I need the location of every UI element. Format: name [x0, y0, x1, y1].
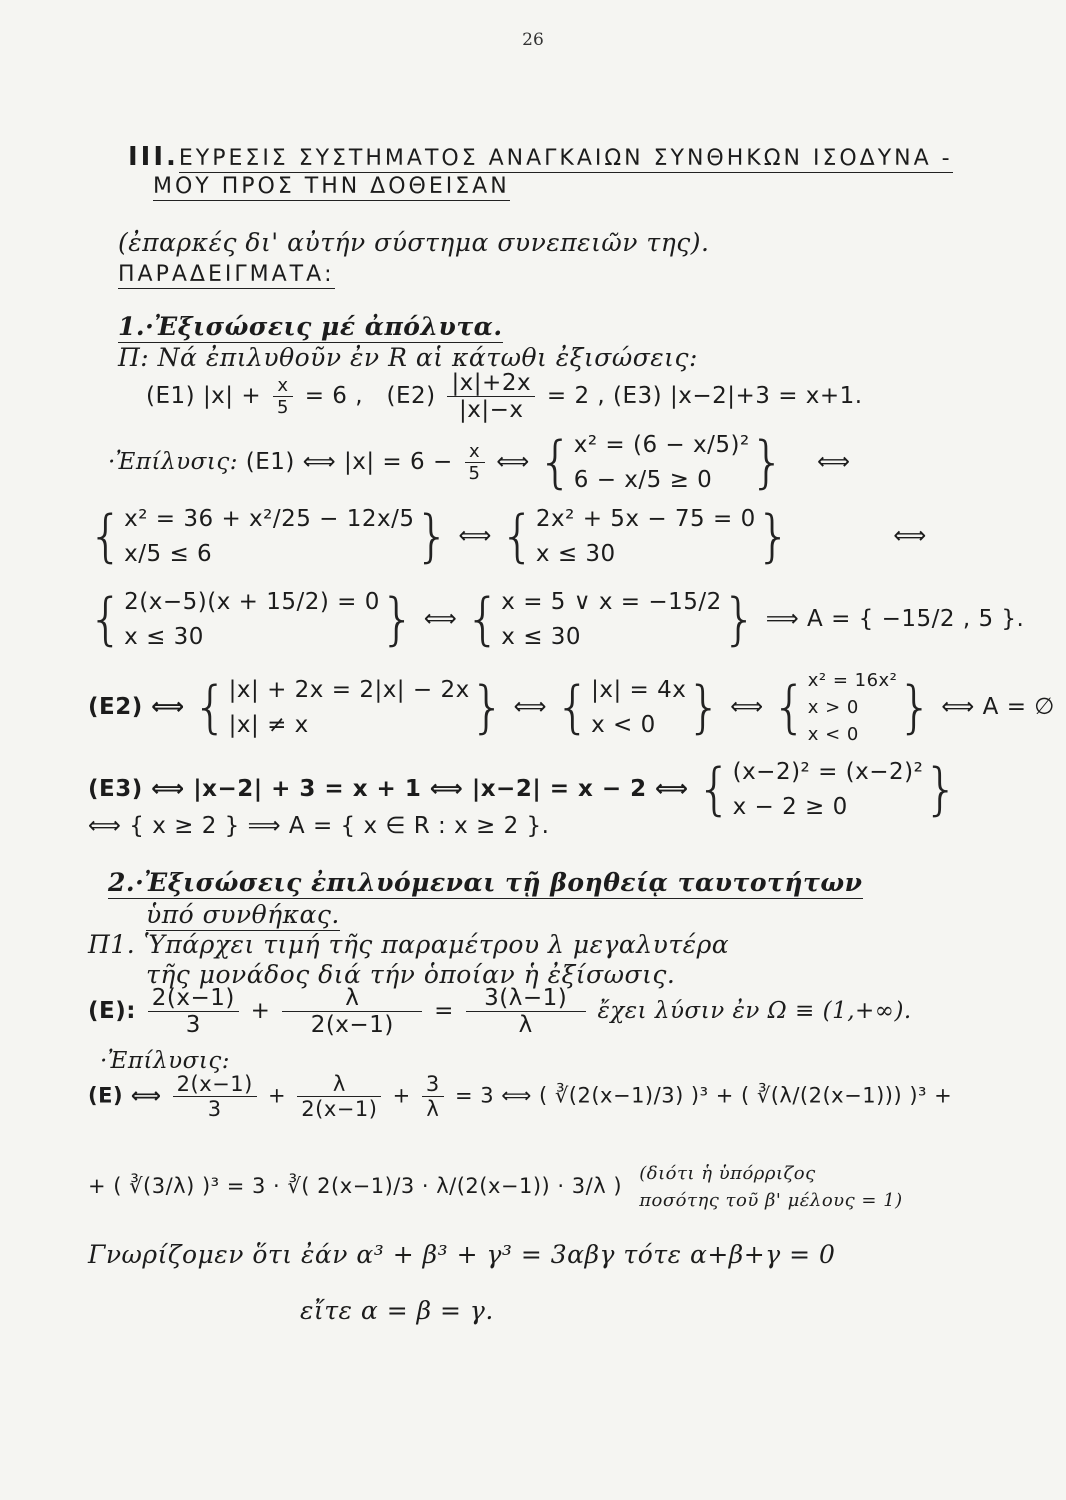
solution-e3: (Ε3) ⟺ |x−2| + 3 = x + 1 ⟺ |x−2| = x − 2 ⟺ { (x−2)² = (x−2)² x − 2 ≥ 0 } — [88, 756, 960, 822]
part2-title: 2.·Ἐξισώσεις ἐπιλυόμεναι τῇ βοηθείᾳ ταυτοτήτων — [108, 868, 863, 897]
solution-e2: (Ε2) ⟺ { |x| + 2x = 2|x| − 2x |x| ≠ x } ⟺ { |x| = 4x x < 0 } ⟺ { x² = 16x² x > 0 x < 0 } ⟺ A = ∅ — [88, 670, 1055, 745]
part2-solution-label: ·Ἐπίλυσις: — [100, 1048, 230, 1074]
section-title-line2: ΜΟΥ ΠΡΟΣ ΤΗΝ ΔΟΘΕΙΣΑΝ — [153, 174, 510, 199]
section-numeral: III. — [128, 142, 179, 172]
part2-step2: + ( ∛(3/λ) )³ = 3 · ∛( 2(x−1)/3 · λ/(2(x−1)) · 3/λ ) (διότι ἡ ὑπόρριζος ποσότης τοῦ β' μέλους = 1) — [88, 1163, 903, 1211]
solution-e1: ·Ἐπίλυσις: (Ε1) ⟺ |x| = 6 − $\frac{x}{5}$ ⟺ { x² = (6 − x/5)² 6 − x/5 ≥ 0 } ⟺ — [108, 429, 851, 495]
part2-step1: (Ε) ⟺ $\frac{2(x-1)}{3}$ + $\frac{\lambda}{2(x-1)}$ + $\frac{3}{\lambda}$ = 3 ⟺ ( ∛(2(x−1)/3) )³ + ( ∛(λ/(2(x−1))) )³ + — [88, 1072, 953, 1121]
examples-heading: ΠΑΡΑΔΕΙΓΜΑΤΑ: — [118, 262, 335, 287]
part2-identity-b: εἴτε α = β = γ. — [300, 1296, 494, 1325]
solution-step3: { 2(x−5)(x + 15/2) = 0 x ≤ 30 } ⟺ { x = 5 ∨ x = −15/2 x ≤ 30 } ⟹ A = { −15/2 , 5 }. — [88, 586, 1025, 652]
page-number: 26 — [522, 30, 544, 50]
part2-identity: Γνωρίζομεν ὅτι ἐάν α³ + β³ + γ³ = 3αβγ τότε α+β+γ = 0 — [88, 1240, 836, 1269]
section-title-line1 — [128, 142, 953, 172]
part1-problem: Π: Νά ἐπιλυθοῦν ἐν R αἱ κάτωθι ἐξισώσεις: — [118, 343, 698, 372]
part2-title-b: ὑπό συνθήκας. — [146, 900, 340, 929]
part1-equations: (Ε1) |x| + $\frac{x}{5}$ = 6 , (Ε2) $\frac{|x|+2x}{|x|-x}$ = 2 , (Ε3) |x−2|+3 = x+1. — [146, 370, 863, 423]
part2-problem-a: Π1. Ὑπάρχει τιμή τῆς παραμέτρου λ μεγαλυτέρα — [88, 930, 730, 959]
part1-title: 1.·Ἐξισώσεις μέ ἀπόλυτα. — [118, 312, 503, 341]
section-title-text: ΕΥΡΕΣΙΣ ΣΥΣΤΗΜΑΤΟΣ ΑΝΑΓΚΑΙΩΝ ΣΥΝΘΗΚΩΝ ΙΣΟΔΥΝΑ - — [178, 146, 953, 171]
subtitle: (ἐπαρκές δι' αὐτήν σύστημα συνεπειῶν της). — [118, 228, 710, 257]
solution-step2: { x² = 36 + x²/25 − 12x/5 x/5 ≤ 6 } ⟺ { 2x² + 5x − 75 = 0 x ≤ 30 } ⟺ — [88, 503, 927, 569]
solution-e3-result: ⟺ { x ≥ 2 } ⟹ A = { x ∈ R : x ≥ 2 }. — [88, 813, 550, 839]
part2-equation: (Ε): $\frac{2(x-1)}{3}$ + $\frac{\lambda}{2(x-1)}$ = $\frac{3(\lambda-1)}{\lambda}$ ἔχει λύσιν ἐν Ω ≡ (1,+∞). — [88, 985, 912, 1038]
part2-problem-b: τῆς μονάδος διά τήν ὁποίαν ἡ ἐξίσωσις. — [146, 960, 676, 989]
